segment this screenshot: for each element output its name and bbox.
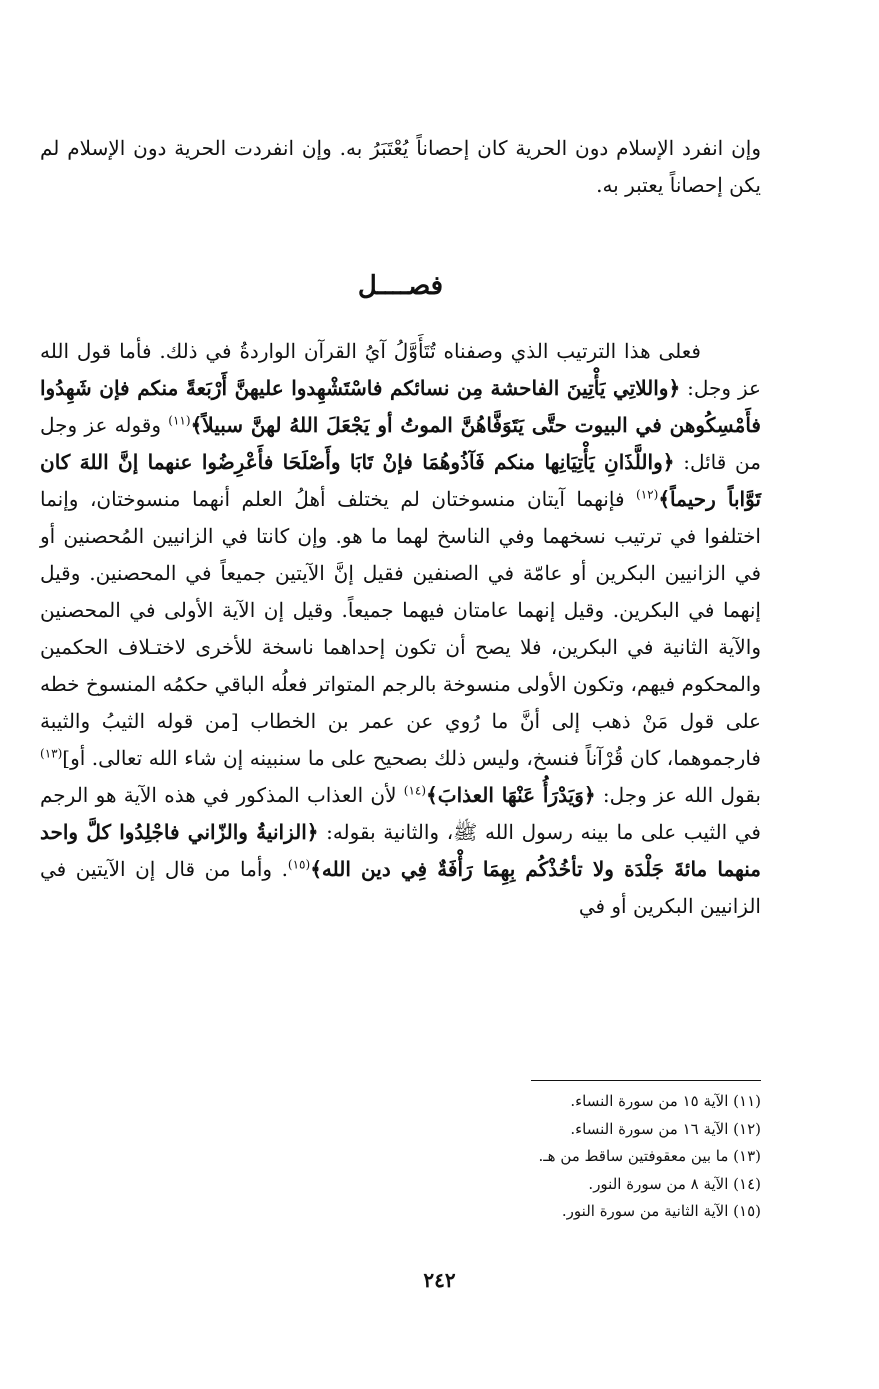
footnote: (١٤) الآية ٨ من سورة النور.	[588, 1174, 761, 1193]
intro-paragraph: وإن انفرد الإسلام دون الحرية كان إحصاناً يُعْتَبَرُ به. وإن انفردت الحرية دون الإسلام لم يكن إحصاناً يعتبر به.	[40, 136, 761, 197]
footnote-ref: (١٤)	[403, 783, 427, 798]
main-text: فعلى هذا الترتيب الذي وصفناه تُتَأَوَّلُ آيُ القرآن الواردةُ في ذلك. فأما قول الله عز وجل:	[40, 339, 761, 400]
footnote-ref: (١١)	[168, 413, 191, 428]
quran-verse: ﴿وَيَدْرَأُ عَنْهَا العذابَ﴾	[426, 783, 596, 807]
page-number: ٢٤٢	[423, 1268, 456, 1292]
footnote-separator	[531, 1080, 761, 1081]
main-paragraph	[40, 333, 761, 925]
main-text: بقول الله عز وجل:	[595, 783, 761, 807]
section-heading: فصــــل	[357, 271, 444, 301]
main-text: . وأما من قال إن الآيتين في الزانيين البكرين أو في	[40, 857, 761, 918]
footnote: (١١) الآية ١٥ من سورة النساء.	[570, 1092, 761, 1110]
quran-verse: ﴿واللَّذَانِ يَأْتِيَانِها منكم فَآذُوهُمَا فإنْ تَابَا وأَصْلَحَا فأَعْرِضُوا عنهما إنَّ اللهَ كان تَوَّاباً رحيماً﴾	[40, 450, 761, 511]
footnote: (١٢) الآية ١٦ من سورة النساء.	[570, 1119, 761, 1138]
quran-verse: ﴿الزانيةُ والزّاني فاجْلِدُوا كلَّ واحد منهما مائةَ جَلْدَة ولا تأخُذْكُم بِهِمَا رَأْفَةٌ فِي دين الله﴾	[40, 820, 761, 881]
footnote: (١٥) الآية الثانية من سورة النور.	[561, 1202, 761, 1220]
quran-verse: ﴿واللاتِي يَأْتِينَ الفاحشة مِن نسائكم فاسْتَشْهِدوا عليهنَّ أَرْبَعةً منكم فإن شَهِدُوا فأَمْسِكُوهن في البيوت حتَّى يَتَوَفَّاهُنَّ الموتُ أو يَجْعَلَ اللهُ لهنَّ سبيلاً﴾	[40, 376, 761, 437]
main-text: وقوله عز وجل من قائل:	[40, 413, 761, 474]
footnotes	[300, 1088, 761, 1226]
footnote-ref: (١٣)	[40, 746, 63, 761]
footnote-ref: (١٢)	[636, 487, 659, 502]
main-text: لأن العذاب المذكور في هذه الآية هو الرجم في الثيب على ما بينه رسول الله ﷺ، والثانية بقوله:	[40, 783, 761, 844]
main-text: فإنهما آيتان منسوختان لم يختلف أهلُ العلم أنهما منسوختان، وإنما اختلفوا في ترتيب نسخهما وفي الناسخ لهما ما هو. وإن كانتا في الزانيين المُحصنين أو في الزانيين البكرين أو عامّة في الصنفين فقيل إنَّ الآيتين جميعاً في المحصنين. وقيل إنهما في البكرين. وقيل إنهما عامتان فيهما جميعاً. وقيل إن الآية الأولى في المحصنين والآية الثانية في البكرين، فلا يصح أن تكون إحداهما ناسخة للأخرى لاختـلاف الحكمين والمحكوم فيهم، وتكون الأولى منسوخة بالرجم المتواتر فعلُه الباقي حكمُه المنسوخ خطه على قول مَنْ ذهب إلى أنَّ ما رُوي عن عمر بن الخطاب [من قوله الثيبُ والثيبة فارجموهما، كان قُرْآناً فنسخ، وليس ذلك بصحيح على ما سنبينه إن شاء الله تعالى. أو]	[39, 487, 761, 770]
footnote: (١٣) ما بين معقوفتين ساقط من هـ.	[538, 1147, 761, 1165]
footnote-ref: (١٥)	[287, 857, 311, 872]
